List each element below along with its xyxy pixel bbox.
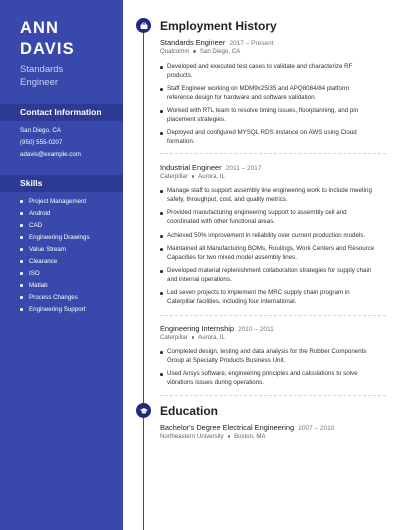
job-company-location: Caterpillar Aurora, IL: [160, 173, 225, 180]
contact-heading-band: [0, 104, 123, 121]
education-school-location: Northeastern University Boston, MA: [160, 433, 266, 440]
education-degree: Bachelor's Degree Electrical Engineering 2007 – 2010: [160, 423, 335, 432]
timeline-line: [143, 24, 144, 530]
job-bullet: Maintained all Manufacturing BOMs, Routings, Work Centers and Resource Capacities for two mixed model assembly lines.: [167, 245, 377, 263]
job-bullet: Worked with RTL team to resolve timing issues, floorplanning, and pin placement strategies.: [167, 107, 377, 125]
contact-heading: Contact Information: [20, 107, 102, 117]
contact-email[interactable]: adavis@example.com: [20, 151, 81, 158]
contact-phone[interactable]: (950) 555-0207: [20, 139, 63, 146]
job-title-standards-engineer: Standards Engineer 2017 – Present: [160, 38, 274, 47]
job-title: [20, 63, 63, 89]
graduation-cap-icon: [136, 403, 151, 418]
briefcase-icon: [136, 18, 151, 33]
title-line-2: Engineer: [20, 77, 59, 88]
job-company-location: Qualcomm San Diego, CA: [160, 48, 241, 55]
skills-heading-band: [0, 175, 123, 192]
job-dates: 2017 – Present: [229, 40, 274, 47]
candidate-name: [20, 18, 75, 60]
job-bullet: Manage staff to support assembly line engineering work to include meeting safety, throughput, cost, and quality metrics.: [167, 187, 377, 205]
job-bullet: Achieved 50% improvement in reliability over current production models.: [167, 232, 377, 241]
job-title-engineering-internship: Engineering Internship 2010 – 2011: [160, 324, 274, 333]
job-title-industrial-engineer: Industrial Engineer 2011 – 2017: [160, 163, 262, 172]
job-bullet: Deployed and configured MYSQL RDS instance on AWS using Cloud formation.: [167, 129, 377, 147]
education-dates: 2007 – 2010: [298, 425, 335, 432]
education-heading: Education: [160, 404, 219, 418]
job-bullet: Used Ansys software, engineering principles and calculations to solve vibrations issues during operations.: [167, 370, 377, 388]
contact-location: San Diego, CA: [20, 127, 61, 134]
sidebar: ANN DAVIS Standards Engineer Contact Information San Diego, CA (950) 555-0207 adavis@example.com Skills Project Management Android CAD Engineering Drawings Value Stream Clearance ISO Matlab Process Changes Engineering Support: [0, 0, 123, 530]
section-divider: [160, 315, 386, 316]
skills-heading: Skills: [20, 178, 43, 188]
employment-heading: Employment History: [160, 19, 277, 33]
job-bullet: Provided manufacturing engineering support to assembly cell and coordinated with other functional areas.: [167, 209, 377, 227]
section-divider: [160, 395, 386, 396]
job-dates: 2010 – 2011: [238, 326, 274, 333]
job-bullet: Led seven projects to implement the MRC supply chain program in Caterpillar facilities, including four international.: [167, 289, 377, 307]
first-name: ANN: [20, 19, 60, 37]
job-bullet: Staff Engineer working on MDM9x25/35 and APQ8084/84 platform reference design for hardware and software validation.: [167, 85, 377, 103]
title-line-1: Standards: [20, 64, 64, 75]
job-bullet: Developed and executed test cases to validate and characterize RF products.: [167, 63, 377, 81]
job-bullet: Developed material replenishment collaboration strategies for supply chain and internal operations.: [167, 267, 377, 285]
job-dates: 2011 – 2017: [225, 165, 262, 172]
section-divider: [160, 153, 386, 154]
job-company-location: Caterpillar Aurora, IL: [160, 334, 225, 341]
job-bullet: Completed design, testing and data analysis for the Rubber Components Group at Specialty Products Business Unit.: [167, 348, 377, 366]
last-name: DAVIS: [20, 40, 75, 58]
